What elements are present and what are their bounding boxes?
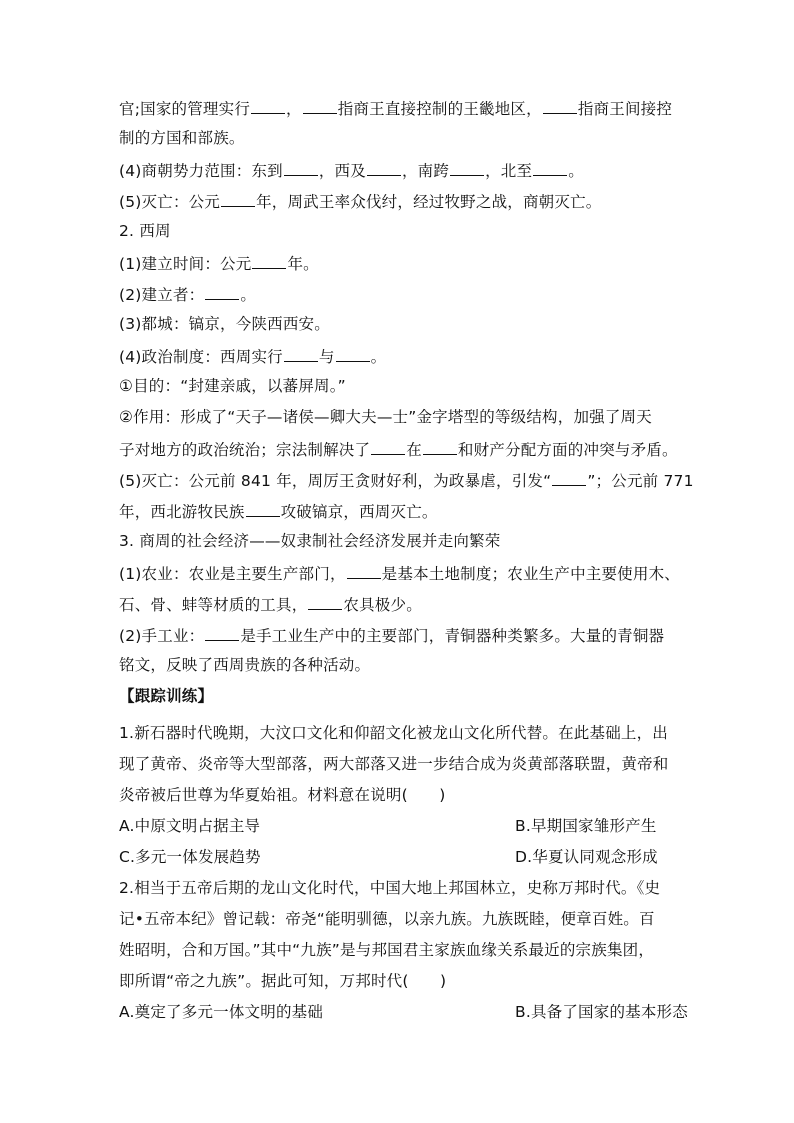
fill-blank: [303, 97, 337, 114]
fill-blank: [284, 345, 318, 362]
text: (2)建立者：: [119, 286, 205, 304]
text: 官;国家的管理实行: [119, 100, 251, 118]
text-line: [119, 438, 678, 460]
option-a[interactable]: A.中原文明占据主导: [119, 817, 261, 835]
text-line: [119, 221, 171, 241]
option-b[interactable]: B.早期国家雏形产生: [515, 817, 657, 835]
fill-blank: [252, 252, 286, 269]
text: (2)手工业：: [119, 627, 205, 645]
option-d[interactable]: D.华夏认同观念形成: [515, 848, 658, 866]
text: (5)灭亡：公元: [119, 193, 221, 211]
text: 年，周武王率众伐纣，经过牧野之战，商朝灭亡。: [256, 193, 602, 211]
question-2-stem: 即所谓“帝之九族”。据此可知，万邦时代( ): [119, 972, 447, 990]
text: (4)商朝势力范围：东到: [119, 162, 283, 180]
text: 攻破镐京，西周灭亡。: [280, 503, 438, 521]
text: 和财产分配方面的冲突与矛盾。: [457, 441, 678, 459]
text-line: [119, 190, 601, 212]
fill-blank: [284, 159, 318, 176]
text-line: [119, 531, 500, 551]
text: 。: [568, 162, 584, 180]
fill-blank: [221, 190, 255, 207]
text: 与: [318, 348, 335, 366]
text: 指商王直接控制的王畿地区，: [337, 100, 542, 118]
question-1-stem: 炎帝被后世尊为华夏始祖。材料意在说明( ): [119, 786, 446, 804]
text-line: [119, 376, 346, 396]
option-c[interactable]: C.多元一体发展趋势: [119, 848, 261, 866]
fill-blank: [371, 438, 405, 455]
text: 石、骨、蚌等材质的工具，: [119, 596, 308, 614]
fill-blank: [543, 97, 577, 114]
fill-blank: [552, 469, 586, 486]
text-line: [119, 469, 694, 491]
fill-blank: [367, 159, 401, 176]
text: 。: [240, 286, 257, 304]
question-2-stem: 记•五帝本纪》曾记载：帝尧“能明驯德，以亲九族。九族既睦，便章百姓。百: [119, 910, 655, 928]
text: ②作用：形成了“天子—诸侯—卿大夫—士”金字塔型的等级结构，加强了周天: [119, 408, 652, 426]
text: ，西及: [318, 162, 366, 180]
text: 3. 商周的社会经济——奴隶制社会经济发展并走向繁荣: [119, 532, 501, 550]
question-1-stem: 1.新石器时代晚期，大汶口文化和仰韶文化被龙山文化所代替。在此基础上，出: [119, 724, 668, 742]
text: (4)政治制度：西周实行: [119, 348, 283, 366]
text: ，: [286, 100, 302, 118]
question-2-stem: 姓昭明，合和万国。”其中“九族”是与邦国君主家族血缘关系最近的宗族集团，: [119, 941, 655, 959]
fill-blank: [450, 159, 484, 176]
text: (1)农业：农业是主要生产部门，: [119, 565, 346, 583]
fill-blank: [423, 438, 457, 455]
text: 指商王间接控: [577, 100, 673, 118]
text: 年，西北游牧民族: [119, 503, 245, 521]
text: 农具极少。: [343, 596, 422, 614]
text: 。: [370, 348, 387, 366]
text-line: [119, 500, 438, 522]
fill-blank: [205, 283, 239, 300]
text-line: [119, 624, 664, 646]
text: 年。: [287, 255, 319, 273]
text: (1)建立时间：公元: [119, 255, 252, 273]
question-1-options: [119, 816, 657, 836]
text-line: [119, 128, 245, 148]
text: ”；公元前 771: [587, 472, 694, 490]
section-heading: 【跟踪训练】: [119, 687, 214, 705]
text: (5)灭亡：公元前 841 年，周厉王贪财好利，为政暴虐，引发“: [119, 472, 552, 490]
text-line: [119, 562, 680, 584]
text-line: [119, 314, 330, 334]
text: 是基本土地制度；农业生产中主要使用木、: [381, 565, 680, 583]
question-2-options: [119, 1002, 688, 1022]
text: (3)都城：镐京，今陕西西安。: [119, 315, 330, 333]
question-1-stem: 现了黄帝、炎帝等大型部落，两大部落又进一步结合成为炎黄部落联盟，黄帝和: [119, 755, 669, 773]
text: ，北至: [485, 162, 533, 180]
option-a[interactable]: A.奠定了多元一体文明的基础: [119, 1003, 324, 1021]
text-line: [119, 407, 652, 427]
fill-blank: [205, 624, 239, 641]
question-1-options: [119, 847, 658, 867]
text: 制的方国和部族。: [119, 129, 245, 147]
fill-blank: [246, 500, 280, 517]
fill-blank: [251, 97, 285, 114]
text: ，南跨: [401, 162, 450, 180]
text: 2. 西周: [119, 222, 171, 240]
text-line: [119, 283, 256, 305]
text: 铭文，反映了西周贵族的各种活动。: [119, 656, 371, 674]
text: ①目的：“封建亲戚，以蕃屏周。”: [119, 377, 346, 395]
text-line: [119, 593, 422, 615]
text-line: [119, 159, 584, 181]
fill-blank: [308, 593, 342, 610]
question-2-stem: 2.相当于五帝后期的龙山文化时代，中国大地上邦国林立，史称万邦时代。《史: [119, 879, 661, 897]
fill-blank: [336, 345, 370, 362]
text-line: [119, 655, 370, 675]
text: 是手工业生产中的主要部门，青铜器种类繁多。大量的青铜器: [240, 627, 665, 645]
text: 在: [406, 441, 422, 459]
fill-blank: [347, 562, 381, 579]
text-line: [119, 252, 319, 274]
text-line: [119, 97, 672, 119]
fill-blank: [533, 159, 567, 176]
option-b[interactable]: B.具备了国家的基本形态: [515, 1003, 688, 1021]
text-line: [119, 345, 386, 367]
text: 子对地方的政治统治；宗法制解决了: [119, 441, 371, 459]
